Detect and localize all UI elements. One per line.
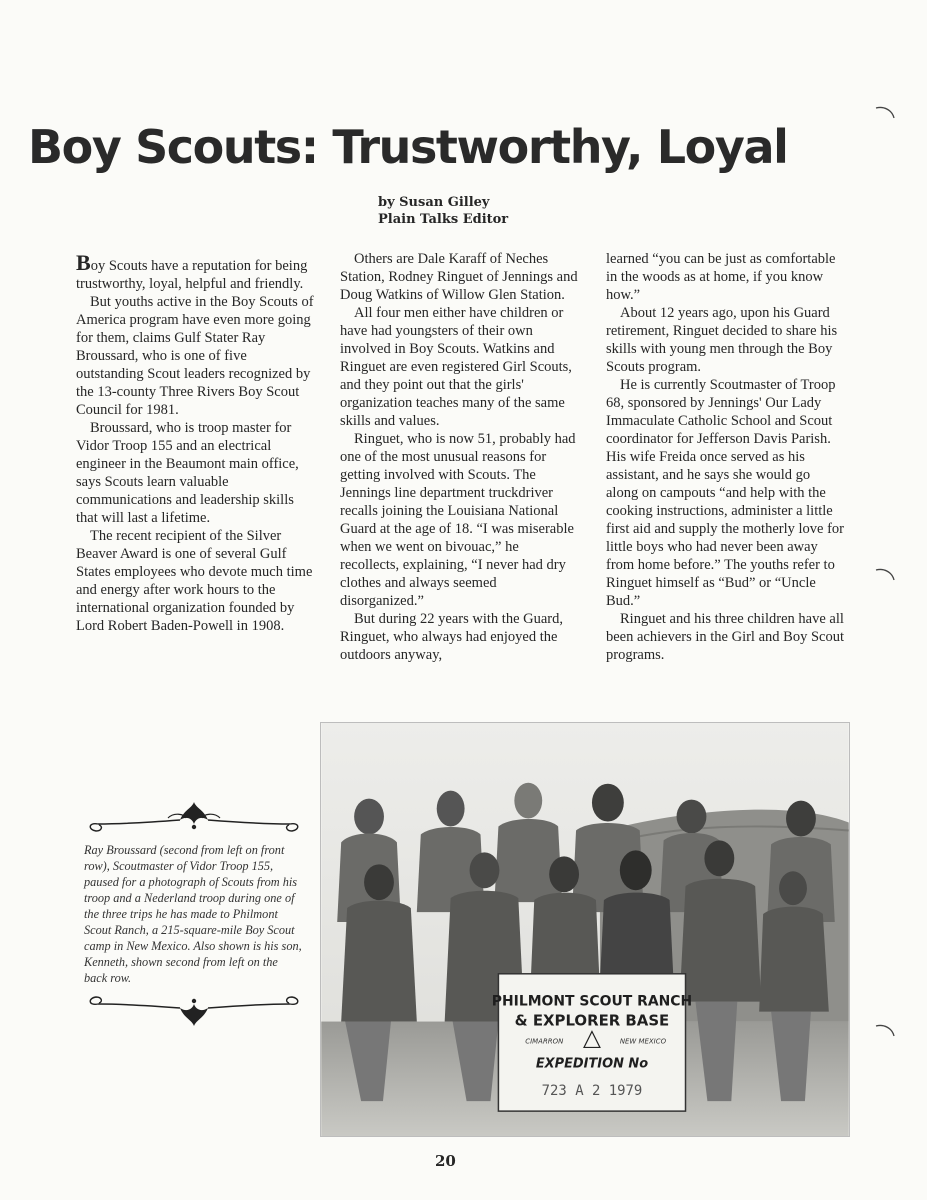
troop-photograph <box>320 722 850 1137</box>
philmont-sign <box>492 974 692 1111</box>
article-paragraph <box>340 304 580 430</box>
top-ornament-icon <box>84 800 304 836</box>
binder-hole-bottom-icon <box>874 1022 898 1046</box>
photo-caption-box <box>84 800 304 1028</box>
byline-author: by Susan Gilley <box>378 195 490 210</box>
article-paragraph <box>606 304 846 376</box>
drop-cap: B <box>76 250 91 275</box>
article-paragraph <box>606 376 846 610</box>
article-column-2 <box>340 250 580 664</box>
paragraph-text: But during 22 years with the Guard, Ringuet, who always had enjoyed the outdoors anyway, <box>340 611 564 663</box>
paragraph-text: Ringuet and his three children have all been achievers in the Girl and Boy Scout programs. <box>606 611 844 663</box>
paragraph-text: The recent recipient of the Silver Beaver Award is one of several Gulf States employees who devote much time and energy after work hours to the international organization founded by Lord Robert Baden-Powell in 1908. <box>76 528 313 634</box>
paragraph-text: Ringuet, who is now 51, probably had one of the most unusual reasons for getting involved with Scouts. The Jennings line department truckdriver recalls joining the Louisiana National Guard at the age of 18. “I was miserable when we went on bivouac,” he recollects, explaining, “I never had dry clothes and always seemed disorganized.” <box>340 431 576 609</box>
article-paragraph <box>606 610 846 664</box>
paragraph-text: All four men either have children or have had youngsters of their own involved in Boy Scouts. Watkins and Ringuet are even registered Girl Scouts, and they point out that the girls' organization teaches many of the same skills and values. <box>340 305 572 429</box>
paragraph-text: Others are Dale Karaff of Neches Station, Rodney Ringuet of Jennings and Doug Watkins of Willow Glen Station. <box>340 251 578 303</box>
sign-left-text: CIMARRON <box>525 1037 564 1046</box>
binder-hole-middle-icon <box>874 566 898 590</box>
article-paragraph <box>76 527 316 635</box>
bottom-ornament-icon <box>84 992 304 1028</box>
byline-role: Plain Talks Editor <box>378 212 509 227</box>
page-number: 20 <box>435 1152 456 1170</box>
paragraph-text: Broussard, who is troop master for Vidor Troop 155 and an electrical engineer in the Beaumont main office, says Scouts learn valuable communications and leadership skills that will last a lifetime. <box>76 420 299 526</box>
article-paragraph <box>76 293 316 419</box>
paragraph-text: About 12 years ago, upon his Guard retirement, Ringuet decided to share his skills with young men through the Boy Scouts program. <box>606 305 838 375</box>
article-paragraph <box>606 250 846 304</box>
article-paragraph <box>340 610 580 664</box>
article-paragraph <box>76 250 316 293</box>
byline <box>378 194 508 228</box>
paragraph-text: He is currently Scoutmaster of Troop 68, sponsored by Jennings' Our Lady Immaculate Catholic School and Scout coordinator for Jefferson Davis Parish. His wife Freida once served as his assistant, and he says she would go along on campouts “and help with the cooking instructions, administer a little first aid and supply the motherly love for little boys who had never been away from home before.” The youths refer to Ringuet himself as “Bud” or “Uncle Bud.” <box>606 377 844 609</box>
photo-caption: Ray Broussard (second from left on front row), Scoutmaster of Vidor Troop 155, paused for a photograph of Scouts from his troop and a Nederland troop during one of the three trips he has made to Philmont Scout Ranch, a 215-square-mile Boy Scout camp in New Mexico. Also shown is his son, Kenneth, shown second from left on the back row. <box>84 843 302 985</box>
article-paragraph <box>76 419 316 527</box>
sign-expedition: EXPEDITION No <box>535 1056 649 1072</box>
sign-right-text: NEW MEXICO <box>619 1037 667 1046</box>
paragraph-text: oy Scouts have a reputation for being trustworthy, loyal, helpful and friendly. <box>76 258 308 292</box>
sign-number: 723 A 2 1979 <box>541 1083 643 1100</box>
paragraph-text: But youths active in the Boy Scouts of America program have even more going for them, claims Gulf Stater Ray Broussard, who is one of five outstanding Scout leaders recognized by the 13-county Three Rivers Boy Scout Council for 1981. <box>76 294 314 418</box>
article-paragraph <box>340 250 580 304</box>
article-title: Boy Scouts: Trustworthy, Loyal <box>28 120 788 174</box>
paragraph-text: learned “you can be just as comfortable in the woods as at home, if you know how.” <box>606 251 836 303</box>
article-column-3 <box>606 250 846 664</box>
article-paragraph <box>340 430 580 610</box>
article-column-1 <box>76 250 316 635</box>
sign-line-2: & EXPLORER BASE <box>514 1011 670 1030</box>
binder-hole-top-icon <box>874 104 898 128</box>
sign-line-1: PHILMONT SCOUT RANCH <box>491 993 693 1010</box>
